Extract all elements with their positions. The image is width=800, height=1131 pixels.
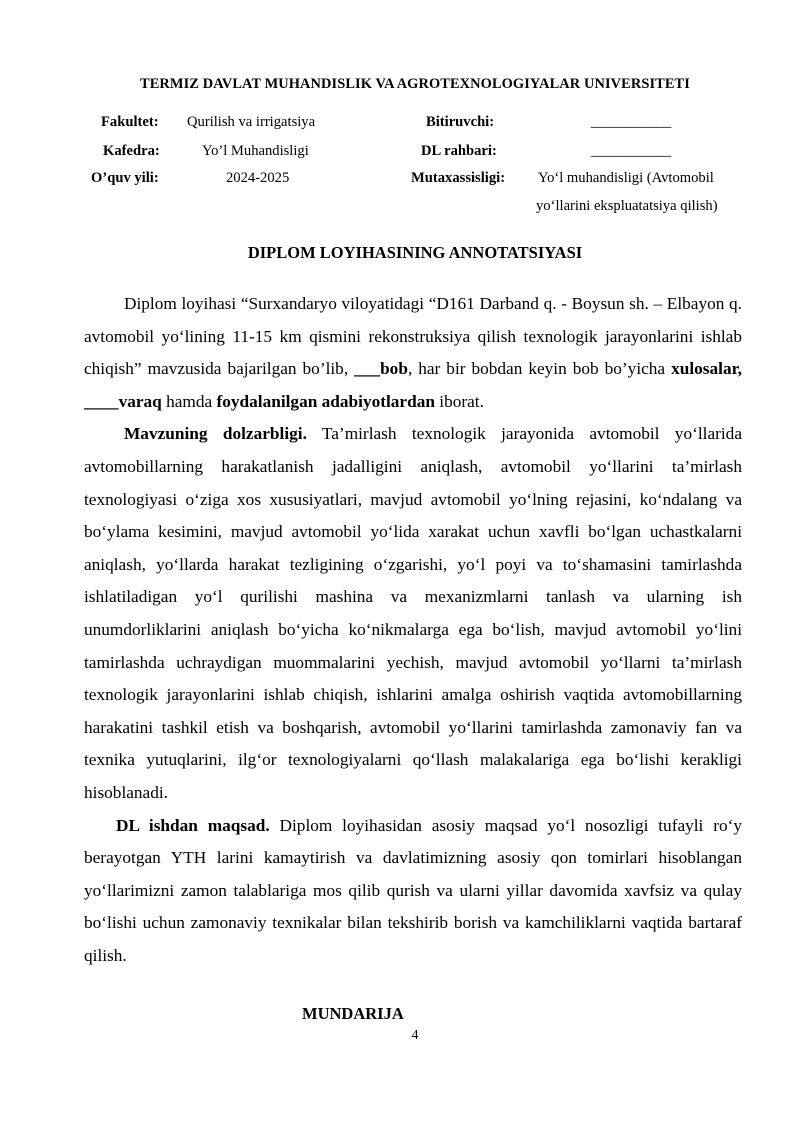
faculty-value: Qurilish va irrigatsiya bbox=[187, 114, 316, 130]
graduate-label: Bitiruvchi: bbox=[426, 114, 495, 130]
intro-text-d: iborat. bbox=[434, 391, 484, 411]
page-number: 4 bbox=[411, 1028, 419, 1043]
intro-text-a: Diplom loyihasi “Surxandaryo viloyatidagi “D161 Darband q. - Boysun sh. – Elbayon q. avtomobil yo‘lining 11-15 km qismini rekonstruksiya qilish texnologik jarayonlarini ishlab chiqish” mavzusida bajarilgan bo’lib, bbox=[84, 294, 742, 379]
university-name: TERMIZ DAVLAT MUHANDISLIK VA AGROTEXNOLOGIYALAR UNIVERSITETI bbox=[140, 76, 690, 92]
department-label: Kafedra: bbox=[103, 143, 160, 159]
document-title: DIPLOM LOYIHASINING ANNOTATSIYASI bbox=[247, 243, 583, 262]
graduate-value: ___________ bbox=[591, 114, 672, 130]
supervisor-value: ___________ bbox=[591, 143, 672, 159]
relevance-paragraph bbox=[84, 418, 742, 809]
conclusions-pages-placeholder: xulosalar, ____varaq bbox=[84, 359, 742, 411]
faculty-label: Fakultet: bbox=[101, 114, 159, 130]
intro-text-b: , har bir bobdan keyin bob bo’yicha bbox=[407, 359, 672, 379]
chapters-count-placeholder: ___bob bbox=[354, 359, 408, 379]
specialty-value-line1: Yo‘l muhandisligi (Avtomobil bbox=[538, 170, 714, 186]
relevance-text: Ta’mirlash texnologik jarayonida avtomobil yo‘llarida avtomobillarning harakatlanish jadalligini aniqlash, avtomobil yo‘llarini ta’mirlash texnologiyasi o‘ziga xos xususiyatlari, mavjud avtomobil yo‘lning rejasini, ko‘ndalang va bo‘ylama kesimini, mavjud avtomobil yo‘lida xarakat uchun xavfli bo‘lgan uchastkalarni aniqlash, yo‘llarda harakat tezligining o‘zgarishi, yo‘l poyi va to‘shamasini tamirlashda ishlatiladigan yo‘l qurilishi mashina va mexanizmlarni tanlash va ularning ish unumdorliklarini aniqlash bo‘yicha ko‘nikmalarga ega bo‘lish, mavjud avtomobil yo‘lini tamirlashda uchraydigan muommalarini yechish, mavjud avtomobil yo‘llarni ta’mirlash texnologik jarayonlarini ishlab chiqish, ishlarini amalga oshirish vaqtida avtomobillarning harakatini tashkil etish va boshqarish, avtomobil yo‘llarini tamirlashda zamonaviy fan va texnika yutuqlarini, ilg‘or texnologiyalarni qo‘llash malakalariga ega bo‘lishi kerakligi hisoblanadi. bbox=[84, 424, 742, 802]
annotation-body bbox=[84, 288, 742, 972]
specialty-label: Mutaxassisligi: bbox=[411, 170, 506, 186]
contents-heading: MUNDARIJA bbox=[302, 1004, 404, 1023]
specialty-value-line2: yo‘llarini ekspluatatsiya qilish) bbox=[536, 198, 718, 214]
references-phrase: foydalanilgan adabiyotlardan bbox=[216, 391, 435, 411]
goal-heading: DL ishdan maqsad. bbox=[116, 815, 270, 835]
academic-year-value: 2024-2025 bbox=[226, 170, 290, 186]
supervisor-label: DL rahbari: bbox=[421, 143, 497, 159]
goal-paragraph bbox=[84, 810, 742, 973]
department-value: Yo’l Muhandisligi bbox=[202, 143, 309, 159]
goal-text: Diplom loyihasidan asosiy maqsad yo‘l nosozligi tufayli ro‘y berayotgan YTH larini kamaytirish va davlatimizning asosiy qon tomirlari hisoblangan yo‘llarimizni zamon talablariga mos qilib qurish va ularni yillar davomida xavfsiz va qulay bo‘lishi uchun zamonaviy texnikalar bilan tekshirib borish va kamchiliklarni vaqtida bartaraf qilish. bbox=[84, 815, 742, 965]
relevance-heading: Mavzuning dolzarbligi. bbox=[124, 424, 307, 444]
intro-text-c: hamda bbox=[161, 391, 217, 411]
intro-paragraph bbox=[84, 288, 742, 418]
academic-year-label: O’quv yili: bbox=[91, 170, 159, 186]
